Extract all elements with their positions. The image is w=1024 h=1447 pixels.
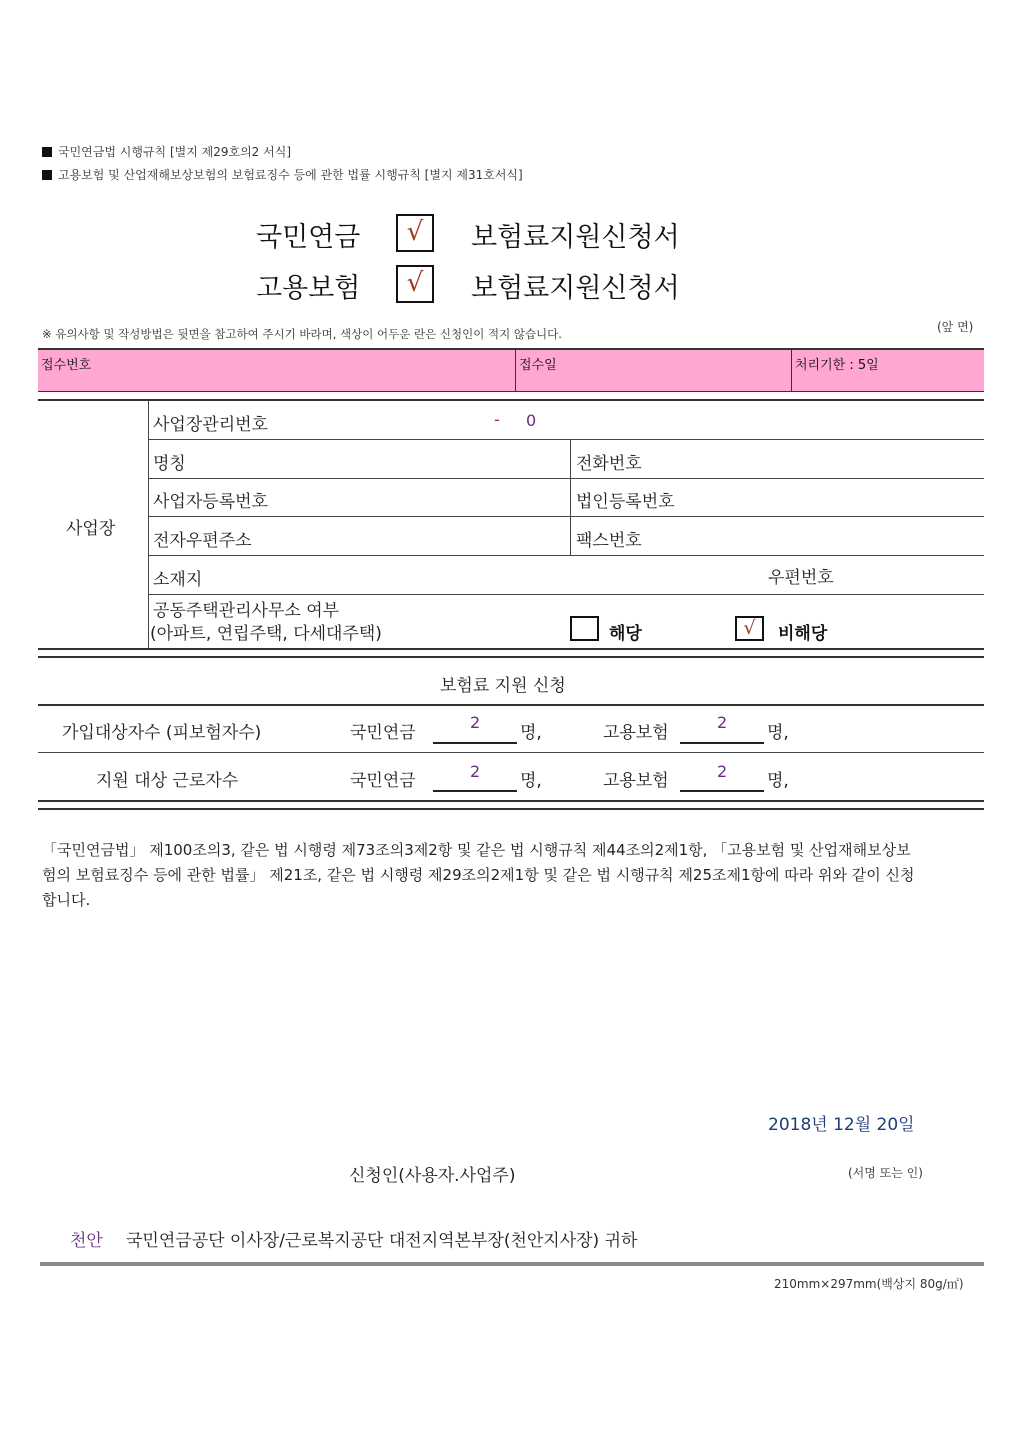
pension-label-2: 국민연금 [350, 771, 416, 791]
legal-statement: 「국민연금법」 제100조의3, 같은 법 시행령 제73조의3제2항 및 같은 법 시행규칙 제44조의2제1항, 「고용보험 및 산업재해보상보험의 보험료징수 등에 관한 법률」 제21조, 같은 법 시행령 제29조의2제1항 및 같은 법 시행규칙 제25조제1항에 따라 위와 같이 신청합니다. [42, 841, 915, 909]
receipt-date-cell [516, 350, 792, 392]
not-applicable-label: 비해당 [778, 624, 828, 644]
insured-pension-count[interactable]: 2 [470, 713, 481, 732]
form-reference-1 [42, 143, 291, 160]
form-reference-1-text: 국민연금법 시행규칙 [별지 제29호의2 서식] [58, 145, 291, 159]
application-date: 2018년 12월 20일 [768, 1115, 915, 1135]
apartment-office-sublabel: (아파트, 연립주택, 다세대주택) [150, 624, 382, 644]
row-rule [148, 516, 984, 517]
unit-label: 명, [520, 723, 542, 743]
receipt-date-label: 접수일 [519, 358, 557, 373]
form-reference-2-text: 고용보험 및 산업재해보상보험의 보험료징수 등에 관한 법률 시행규칙 [별지 제31호서식] [58, 168, 523, 182]
workplace-section-label: 사업장 [66, 519, 116, 539]
title-pension: 국민연금 [256, 222, 361, 253]
row-rule [148, 555, 984, 556]
deadline-cell [792, 350, 982, 392]
insured-count-label: 가입대상자수 (피보험자수) [62, 723, 262, 743]
application-bottom-rule-2 [38, 808, 984, 810]
receipt-number-label: 접수번호 [41, 358, 92, 373]
instructions-note: ※ 유의사항 및 작성방법은 뒷면을 참고하여 주시기 바라며, 색상이 어두운 란은 신청인이 적지 않습니다. [42, 327, 562, 341]
section-bottom-rule-2 [38, 656, 984, 658]
square-bullet-icon [42, 170, 52, 180]
column-divider [570, 440, 571, 555]
deadline-label: 처리기한 : 5일 [795, 358, 879, 373]
applicant-label: 신청인(사용자.사업주) [349, 1166, 516, 1186]
employment-checkbox[interactable] [396, 265, 434, 303]
mgmt-number-dash: - [494, 410, 500, 429]
title-employment-form: 보험료지원신청서 [471, 273, 680, 304]
name-label: 명칭 [153, 454, 186, 474]
application-heading: 보험료 지원 신청 [440, 676, 566, 696]
title-pension-form: 보험료지원신청서 [471, 222, 680, 253]
supported-employment-underline [680, 790, 764, 792]
application-bottom-rule [38, 800, 984, 802]
supported-pension-underline [433, 790, 517, 792]
addressee: 국민연금공단 이사장/근로복지공단 대전지역본부장(천안지사장) 귀하 [126, 1231, 638, 1251]
title-employment: 고용보험 [256, 273, 361, 304]
insured-employment-underline [680, 742, 764, 744]
employment-label-1: 고용보험 [603, 723, 669, 743]
application-heading-rule [38, 704, 984, 706]
business-reg-label: 사업자등록번호 [153, 492, 268, 512]
unit-label: 명, [767, 771, 789, 791]
corp-reg-label: 법인등록번호 [576, 492, 675, 512]
form-reference-2 [42, 166, 523, 183]
check-mark-icon: √ [406, 268, 424, 298]
addressee-prefix: 천안 [70, 1231, 103, 1251]
applicable-label: 해당 [609, 624, 642, 644]
apartment-office-label: 공동주택관리사무소 여부 [153, 601, 340, 621]
application-row-rule [38, 752, 984, 753]
paper-size-label: 210mm×297mm(백상지 80g/㎡) [774, 1277, 964, 1291]
insured-employment-count[interactable]: 2 [717, 713, 728, 732]
mgmt-number-value[interactable]: 0 [526, 411, 537, 430]
section-top-rule [38, 399, 984, 401]
unit-label: 명, [767, 723, 789, 743]
row-rule [148, 439, 984, 440]
section-bottom-rule [38, 648, 984, 650]
page-side-label: (앞 면) [937, 320, 974, 334]
signature-label: (서명 또는 인) [848, 1166, 923, 1180]
supported-employment-count[interactable]: 2 [717, 762, 728, 781]
receipt-number-cell [38, 350, 516, 392]
supported-pension-count[interactable]: 2 [470, 762, 481, 781]
pension-label-1: 국민연금 [350, 723, 416, 743]
row-rule [148, 594, 984, 595]
pension-checkbox[interactable] [396, 214, 434, 252]
email-label: 전자우편주소 [153, 531, 252, 551]
receipt-band [38, 348, 984, 392]
row-rule [148, 478, 984, 479]
not-applicable-checkbox[interactable] [735, 616, 764, 641]
section-label-divider [148, 400, 149, 648]
check-mark-icon: √ [743, 617, 756, 639]
phone-label: 전화번호 [576, 454, 642, 474]
applicable-checkbox[interactable] [570, 616, 599, 641]
footer-rule [40, 1262, 984, 1266]
address-label: 소재지 [153, 570, 203, 590]
square-bullet-icon [42, 147, 52, 157]
check-mark-icon: √ [406, 217, 424, 247]
unit-label: 명, [520, 771, 542, 791]
fax-label: 팩스번호 [576, 531, 642, 551]
supported-count-label: 지원 대상 근로자수 [96, 771, 239, 791]
mgmt-number-label: 사업장관리번호 [153, 415, 268, 435]
postal-code-label: 우편번호 [768, 568, 834, 588]
employment-label-2: 고용보험 [603, 771, 669, 791]
insured-pension-underline [433, 742, 517, 744]
